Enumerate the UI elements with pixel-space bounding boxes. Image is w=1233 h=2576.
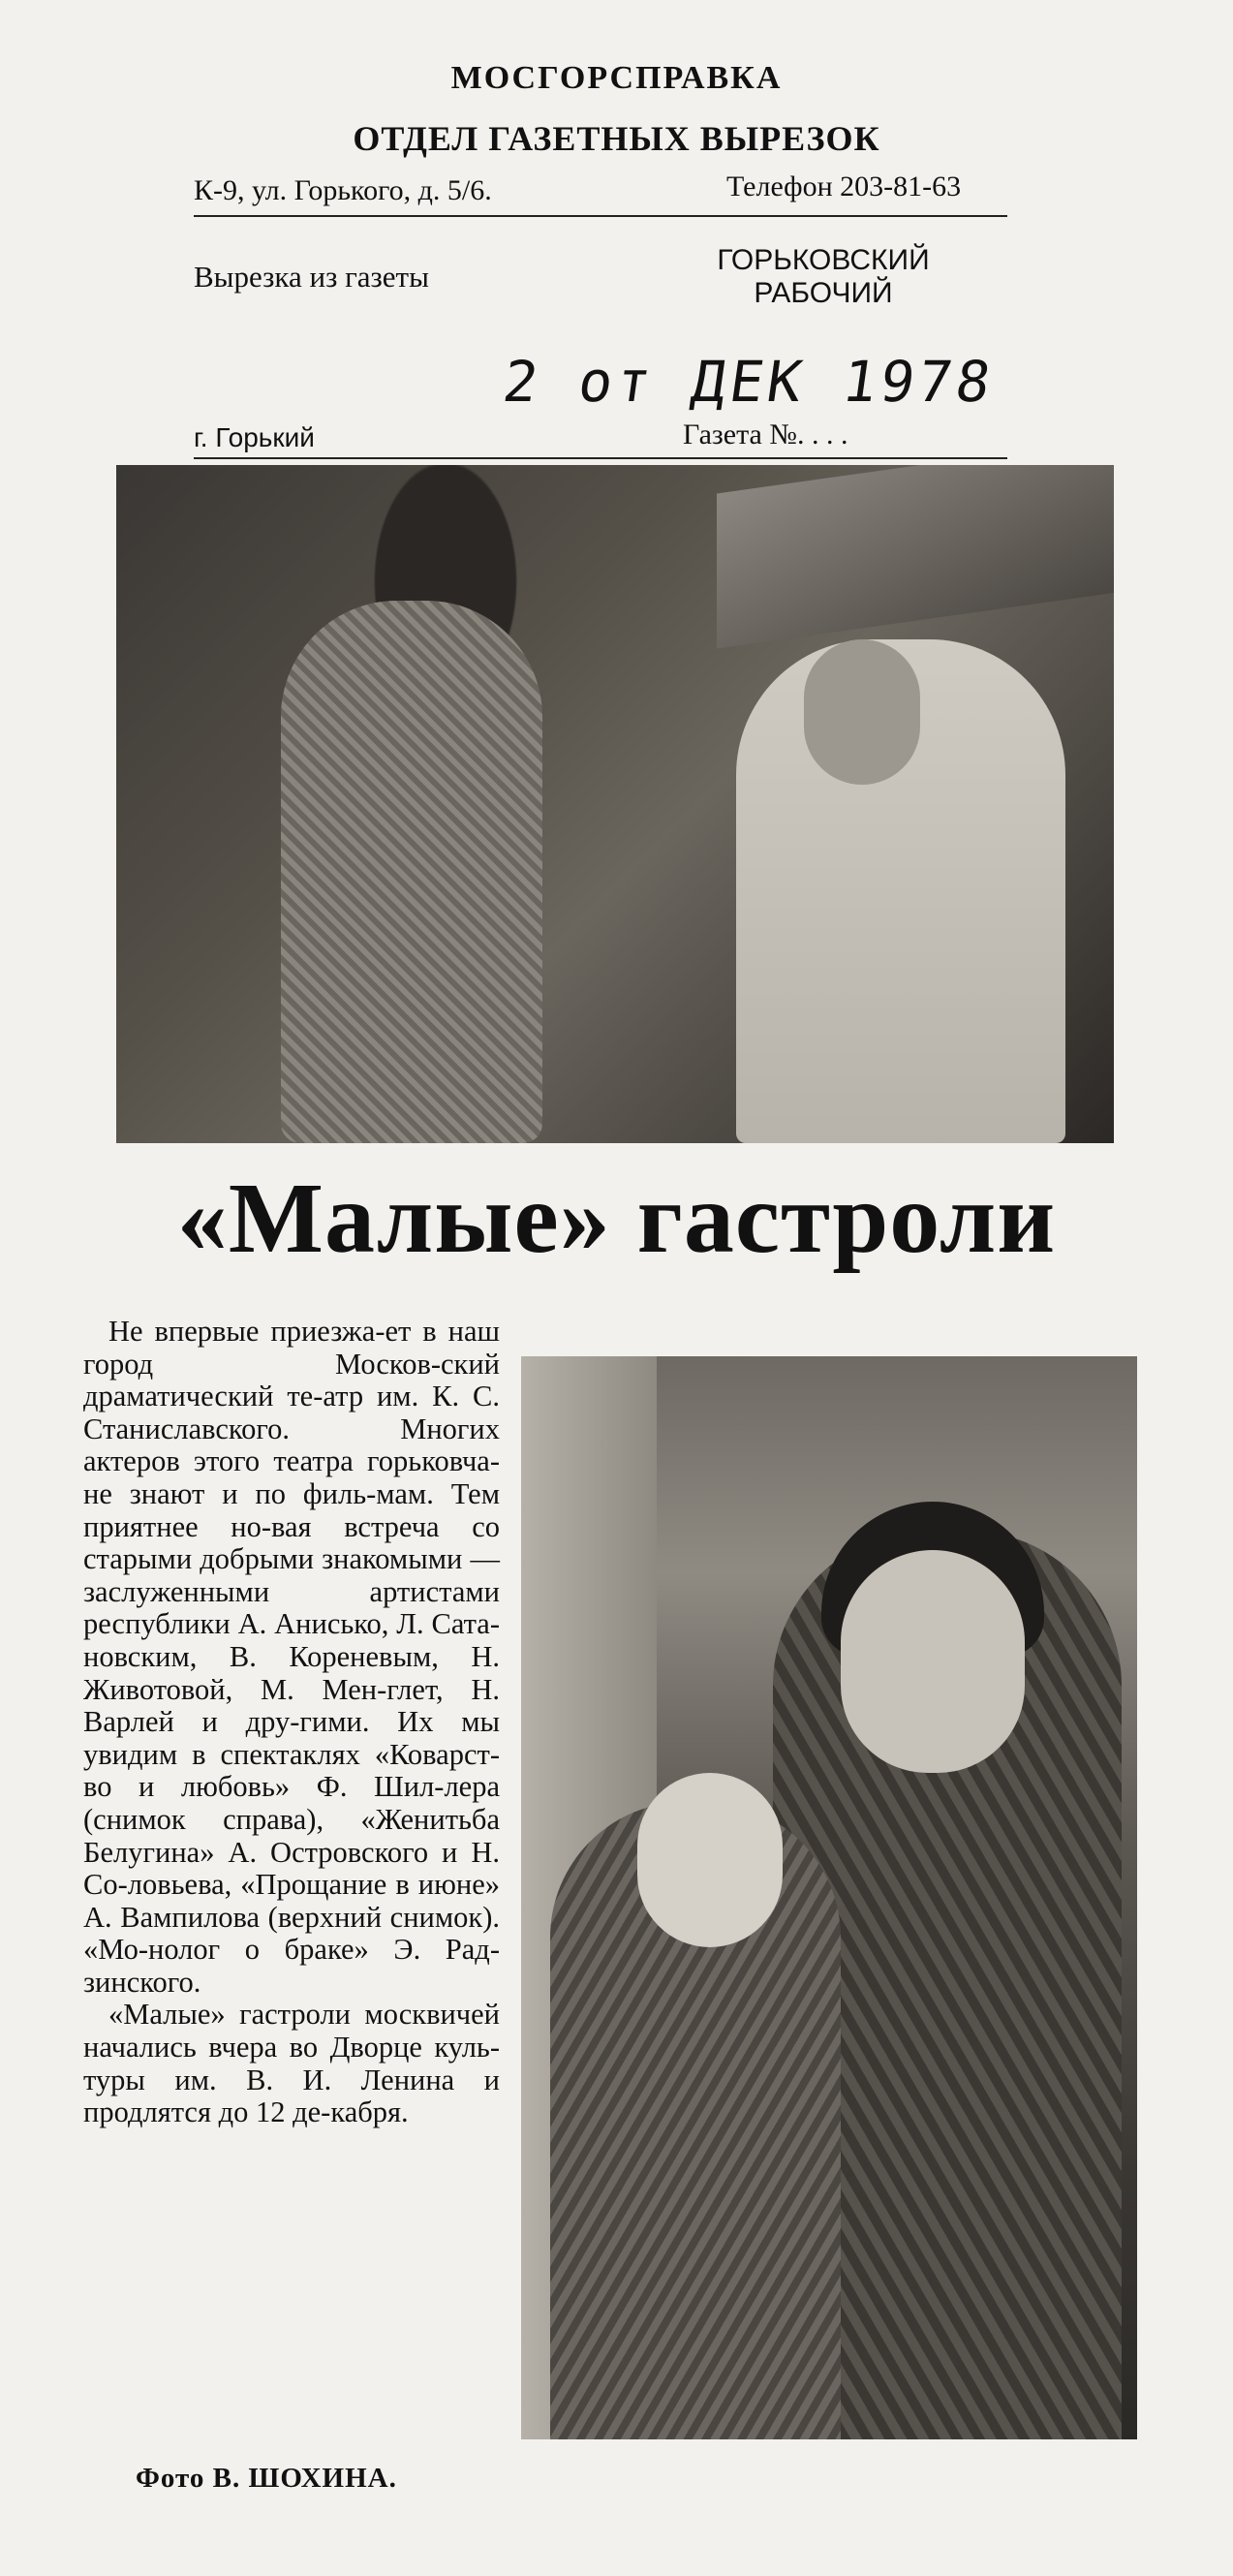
photo-ceiling-shape — [717, 465, 1114, 649]
photo-credit: Фото В. ШОХИНА. — [136, 2463, 397, 2494]
gazette-number: Газета №. . . . — [683, 419, 848, 450]
photo-actress-woman-face — [637, 1773, 783, 1947]
top-photo — [116, 465, 1114, 1143]
header-divider-bottom — [194, 457, 1007, 459]
bottom-photo — [521, 1356, 1137, 2439]
agency-address: К-9, ул. Горького, д. 5/6. — [194, 174, 492, 206]
photo-figure-man-head — [804, 639, 920, 785]
photo-figure-woman — [281, 601, 542, 1143]
date-stamp: 2 от ДЕК 1978 — [499, 349, 999, 415]
newspaper-name — [668, 244, 978, 310]
department-name: ОТДЕЛ ГАЗЕТНЫХ ВЫРЕЗОК — [353, 119, 880, 158]
photo-actor-man-face — [841, 1550, 1025, 1773]
article-paragraph-1: Не впервые приезжа-ет в наш город Москов-ский драматический те-атр им. К. С. Станиславского. Многих актеров этого театра горьковча-не знают и по филь-мам. Тем приятнее но-вая встреча со старыми добрыми знакомыми — заслуженными артистами республики А. Анисько, Л. Сата-новским, В. Кореневым, Н. Животовой, М. Мен-глет, Н. Варлей и дру-гими. Их мы увидим в спектаклях «Коварст-во и любовь» Ф. Шил-лера (снимок справа), «Женитьба Белугина» А. Островского и Н. Со-ловьева, «Прощание в июне» А. Вампилова (верхний снимок). «Мо-нолог о браке» Э. Рад-зинского. — [83, 1315, 500, 1999]
city-label: г. Горький — [194, 422, 315, 452]
clipping-label: Вырезка из газеты — [194, 260, 429, 294]
newspaper-name-line2: РАБОЧИЙ — [754, 277, 893, 309]
agency-phone: Телефон 203-81-63 — [726, 171, 962, 202]
article-paragraph-2: «Малые» гастроли москвичей начались вчера во Дворце куль-туры им. В. И. Ленина и продлятся до 12 де-кабря. — [83, 1998, 500, 2129]
header-divider — [194, 215, 1007, 217]
agency-name: МОСГОРСПРАВКА — [450, 60, 783, 96]
newspaper-name-line1: ГОРЬКОВСКИЙ — [717, 244, 930, 276]
article-body — [83, 1316, 500, 2129]
article-headline: «Малые» гастроли — [176, 1163, 1057, 1274]
